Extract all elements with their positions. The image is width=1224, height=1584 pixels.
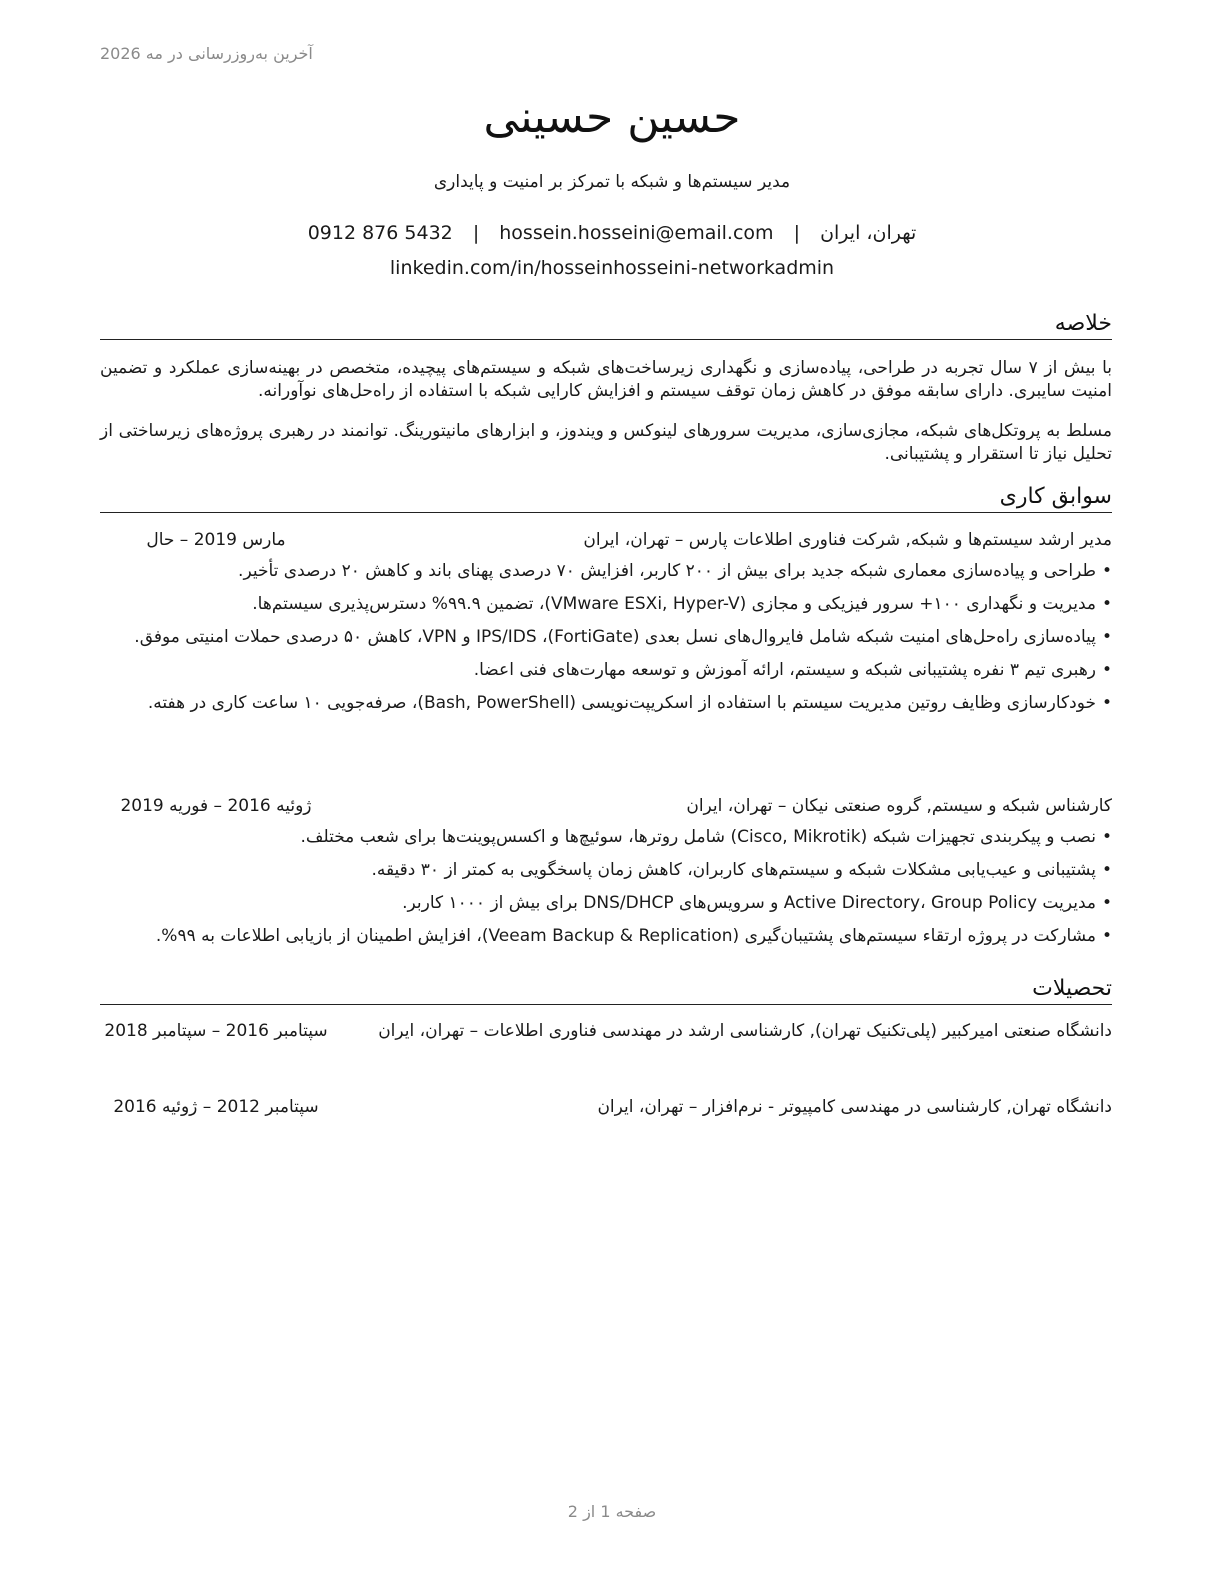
contact-line bbox=[0, 222, 1224, 244]
list-item: • رهبری تیم ۳ نفره پشتیبانی شبکه و سیستم، ارائه آموزش و توسعه مهارت‌های فنی اعضا. bbox=[100, 659, 1112, 682]
list-item: • طراحی و پیاده‌سازی معماری شبکه جدید برای بیش از ۲۰۰ کاربر، افزایش ۷۰ درصدی پهنای باند و کاهش ۲۰ درصدی تأخیر. bbox=[100, 560, 1112, 583]
phone-number: 0912 876 5432 bbox=[307, 222, 453, 244]
job-title: کارشناس شبکه و سیستم, گروه صنعتی نیکان – تهران، ایران bbox=[686, 796, 1112, 816]
section-title-experience: سوابق کاری bbox=[100, 484, 1112, 513]
tagline: مدیر سیستم‌ها و شبکه با تمرکز بر امنیت و پایداری bbox=[433, 172, 791, 192]
list-item: • پیاده‌سازی راه‌حل‌های امنیت شبکه شامل فایروال‌های نسل بعدی (FortiGate)، IPS/IDS و VPN، کاهش ۵۰ درصدی حملات امنیتی موفق. bbox=[100, 626, 1112, 649]
list-item: • مدیریت و نگهداری ۱۰۰+ سرور فیزیکی و مجازی (VMware ESXi, Hyper-V)، تضمین ۹۹.۹% دسترس‌پذیری سیستم‌ها. bbox=[100, 593, 1112, 616]
linkedin-link[interactable]: linkedin.com/in/hosseinhosseini-networkadmin bbox=[389, 257, 835, 279]
education-date: سپتامبر 2016 – سپتامبر 2018 bbox=[104, 1021, 328, 1041]
education-date: سپتامبر 2012 – ژوئیه 2016 bbox=[113, 1097, 319, 1117]
separator: | bbox=[472, 222, 480, 244]
summary-paragraph: مسلط به پروتکل‌های شبکه، مجازی‌سازی، مدیریت سرورهای لینوکس و ویندوز، و ابزارهای مانیتورینگ. توانمند در رهبری پروژه‌های زیرساختی از تحلیل نیاز تا استقرار و پشتیبانی. bbox=[100, 421, 1112, 464]
job-date: مارس 2019 – حال bbox=[146, 530, 286, 550]
section-title-education: تحصیلات bbox=[100, 976, 1112, 1005]
job-bullets bbox=[100, 826, 1112, 958]
last-updated: آخرین به‌روزرسانی در مه 2026 bbox=[100, 44, 313, 63]
job-title: مدیر ارشد سیستم‌ها و شبکه, شرکت فناوری اطلاعات پارس – تهران، ایران bbox=[583, 530, 1112, 550]
education-item bbox=[100, 1096, 1112, 1119]
list-item: • مشارکت در پروژه ارتقاء سیستم‌های پشتیبان‌گیری (Veeam Backup & Replication)، افزایش اطمینان از بازیابی اطلاعات به ۹۹%. bbox=[100, 925, 1112, 948]
education-item bbox=[100, 1020, 1112, 1043]
job-header bbox=[100, 795, 1112, 818]
section-title-summary: خلاصه bbox=[100, 311, 1112, 340]
job-header bbox=[100, 529, 1112, 552]
page-number: صفحه 1 از 2 bbox=[567, 1502, 657, 1521]
list-item: • خودکارسازی وظایف روتین مدیریت سیستم با استفاده از اسکریپت‌نویسی (Bash, PowerShell)، صرفه‌جویی ۱۰ ساعت کاری در هفته. bbox=[100, 692, 1112, 715]
job-date: ژوئیه 2016 – فوریه 2019 bbox=[120, 796, 312, 816]
candidate-name: حسین حسینی bbox=[483, 92, 741, 143]
list-item: • نصب و پیکربندی تجهیزات شبکه (Cisco, Mikrotik) شامل روترها، سوئیچ‌ها و اکسس‌پوینت‌ها برای شعب مختلف. bbox=[100, 826, 1112, 849]
email-link[interactable]: hossein.hosseini@email.com bbox=[499, 222, 774, 244]
summary-paragraph: با بیش از ۷ سال تجربه در طراحی، پیاده‌سازی و نگهداری زیرساخت‌های شبکه و سیستم‌های پیچیده، متخصص در بهینه‌سازی عملکرد و تضمین امنیت سایبری. دارای سابقه موفق در کاهش زمان توقف سیستم و افزایش کارایی شبکه با استفاده از راه‌حل‌های نوآورانه. bbox=[100, 358, 1113, 401]
education-title: دانشگاه تهران, کارشناسی در مهندسی کامپیوتر - نرم‌افزار – تهران، ایران bbox=[597, 1097, 1112, 1117]
list-item: • پشتیبانی و عیب‌یابی مشکلات شبکه و سیستم‌های کاربران، کاهش زمان پاسخگویی به کمتر از ۳۰ دقیقه. bbox=[100, 859, 1112, 882]
location: تهران، ایران bbox=[820, 222, 917, 244]
education-title: دانشگاه صنعتی امیرکبیر (پلی‌تکنیک تهران), کارشناسی ارشد در مهندسی فناوری اطلاعات – تهران، ایران bbox=[378, 1021, 1112, 1041]
job-bullets bbox=[100, 560, 1112, 725]
list-item: • مدیریت Active Directory، Group Policy و سرویس‌های DNS/DHCP برای بیش از ۱۰۰۰ کاربر. bbox=[100, 892, 1112, 915]
separator: | bbox=[793, 222, 801, 244]
